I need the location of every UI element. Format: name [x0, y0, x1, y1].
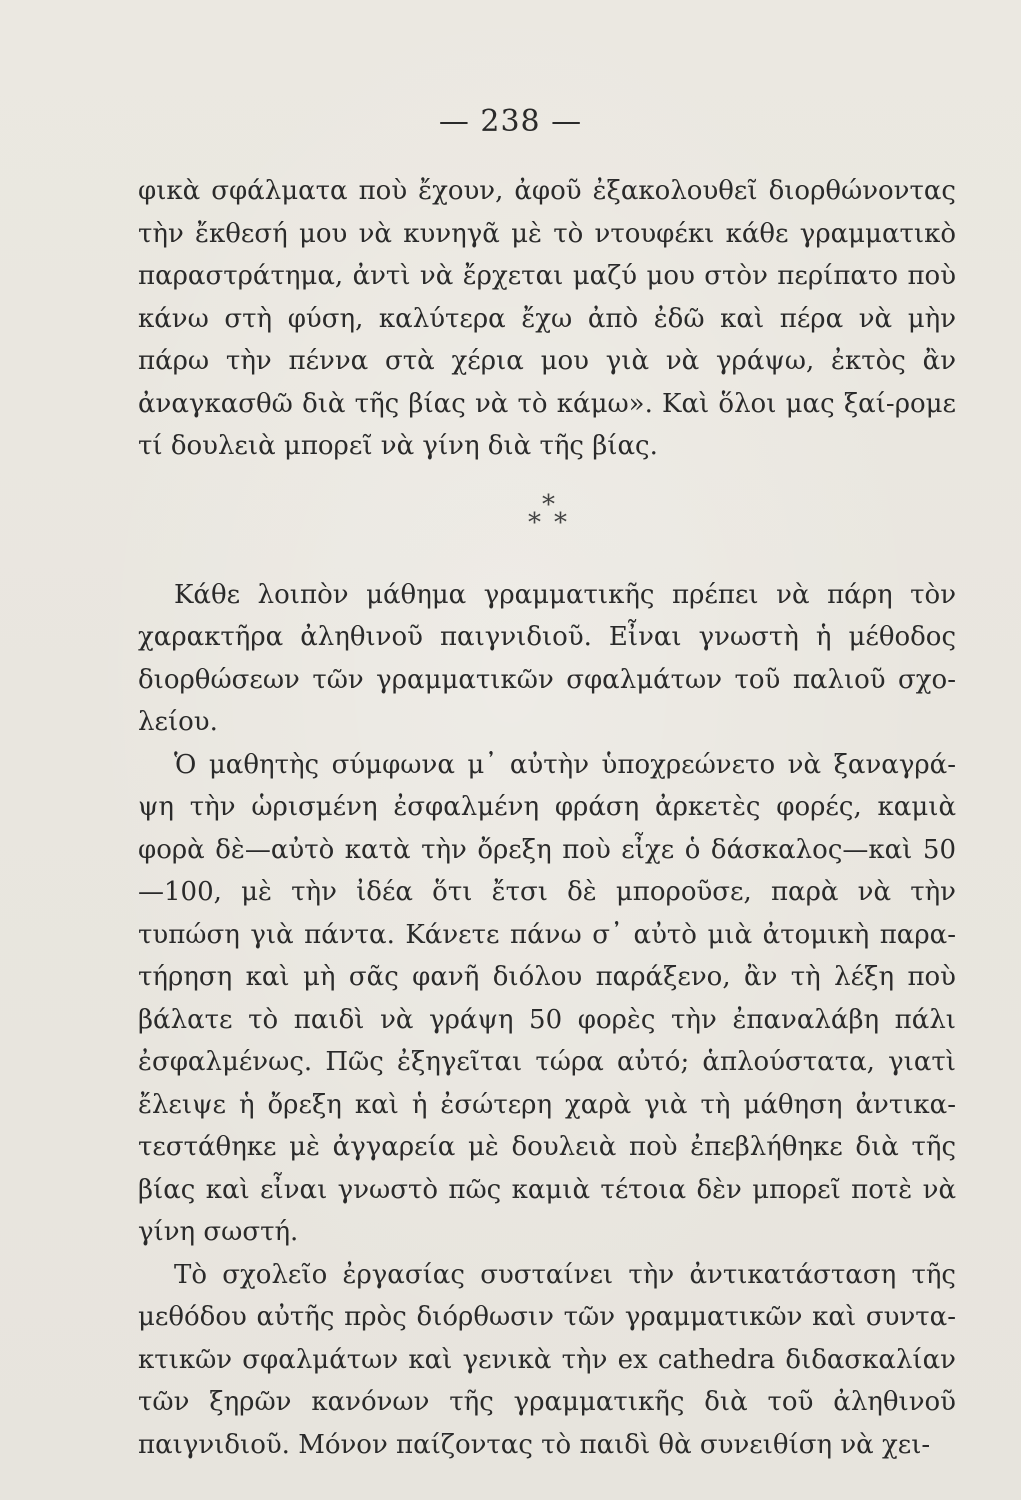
paragraph-2: Κάθε λοιπὸν μάθημα γραμματικῆς πρέπει νὰ πάρη τὸν χαρακτῆρα ἀληθινοῦ παιγνιδιοῦ. Εἶναι γνωστὴ ἡ μέθοδος διορθώσεων τῶν γραμματικῶν σφαλμάτων τοῦ παλιοῦ σχο-λείου. [138, 579, 956, 737]
page-number: — 238 — [438, 104, 583, 139]
asterisk-right: * [554, 507, 567, 538]
body-text [138, 170, 956, 1466]
asterisk-left: * [528, 507, 541, 538]
paragraph-4: Τὸ σχολεῖο ἐργασίας συσταίνει τὴν ἀντικατάσταση τῆς μεθόδου αὐτῆς πρὸς διόρθωσιν τῶν γραμματικῶν καὶ συντα-κτικῶν σφαλμάτων καὶ γενικὰ τὴν ex cathedra διδασκαλίαν τῶν ξηρῶν κανόνων τῆς γραμματικῆς διὰ τοῦ ἀληθινοῦ παιγνιδιοῦ. Μόνον παίζοντας τὸ παιδὶ θὰ συνειθίση νὰ χει- [138, 1259, 956, 1460]
section-separator [138, 478, 956, 574]
asterisk-top: * [542, 489, 555, 520]
paragraph-3: Ὁ μαθητὴς σύμφωνα μ᾽ αὐτὴν ὑποχρεώνετο νὰ ξαναγρά-ψη τὴν ὡρισμένη ἐσφαλμένη φράση ἀρκετὲς φορές, καμιὰ φορὰ δὲ—αὐτὸ κατὰ τὴν ὄρεξη ποὺ εἶχε ὁ δάσκαλος—καὶ 50—100, μὲ τὴν ἰδέα ὅτι ἔτσι δὲ μποροῦσε, παρὰ νὰ τὴν τυπώση γιὰ πάντα. Κάνετε πάνω σ᾽ αὐτὸ μιὰ ἀτομικὴ παρα-τήρηση καὶ μὴ σᾶς φανῆ διόλου παράξενο, ἂν τὴ λέξη ποὺ βάλατε τὸ παιδὶ νὰ γράψη 50 φορὲς τὴν ἐπαναλάβη πάλι ἐσφαλμένως. Πῶς ἐξηγεῖται τώρα αὐτό; ἁπλούστατα, γιατὶ ἔλειψε ἡ ὄρεξη καὶ ἡ ἐσώτερη χαρὰ γιὰ τὴ μάθηση ἀντικα-τεστάθηκε μὲ ἀγγαρεία μὲ δουλειὰ ποὺ ἐπεβλήθηκε διὰ τῆς βίας καὶ εἶναι γνωστὸ πῶς καμιὰ τέτοια δὲν μπορεῖ ποτὲ νὰ γίνη σωστή. [138, 749, 956, 1247]
paragraph-1: φικὰ σφάλματα ποὺ ἔχουν, ἀφοῦ ἐξακολουθεῖ διορθώνοντας τὴν ἔκθεσή μου νὰ κυνηγᾶ μὲ τὸ ντουφέκι κάθε γραμματικὸ παραστράτημα, ἀντὶ νὰ ἔρχεται μαζύ μου στὸν περίπατο ποὺ κάνω στὴ φύση, καλύτερα ἔχω ἀπὸ ἐδῶ καὶ πέρα νὰ μὴν πάρω τὴν πέννα στὰ χέρια μου γιὰ νὰ γράψω, ἐκτὸς ἂν ἀναγκασθῶ διὰ τῆς βίας νὰ τὸ κάμω». Καὶ ὅλοι μας ξαί-ρομε τί δουλειὰ μπορεῖ νὰ γίνη διὰ τῆς βίας. [138, 176, 956, 461]
